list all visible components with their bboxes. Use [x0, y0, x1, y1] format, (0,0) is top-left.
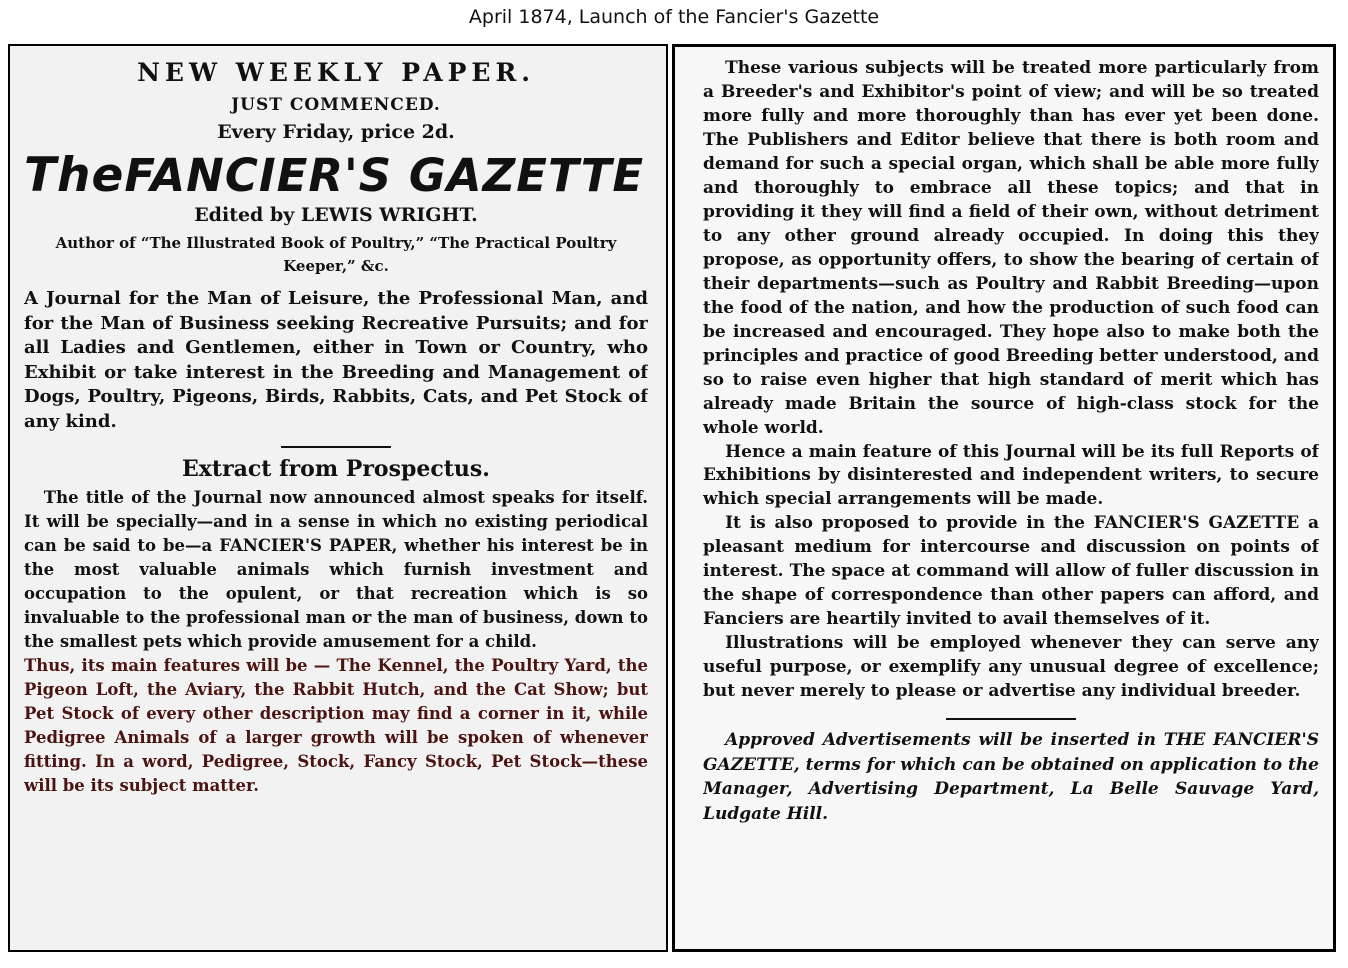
prospectus-paragraph-1: The title of the Journal now announced almost speaks for itself. It will be specially—and in a sense in which no existing periodical can be said to be—a FANCIER'S PAPER, whether his interest be in the most valuable animals which furnish investment and occupation to the opulent, or that recreation which is so invaluable to the professional man or the man of business, down to the smallest pets which provide amusement for a child.	[24, 488, 648, 652]
divider	[946, 718, 1076, 720]
subheadline: JUST COMMENCED.	[231, 95, 441, 115]
prospectus-paragraph-5: It is also proposed to provide in the FANCIER'S GAZETTE a pleasant medium for intercourse and discussion on points of interest. The space at command will allow of fuller discussion in the shape of correspondence than other papers can afford, and Fanciers are heartily invited to avail themselves of it.	[703, 513, 1319, 630]
headline: NEW WEEKLY PAPER.	[137, 58, 535, 87]
journal-blurb: A Journal for the Man of Leisure, the Professional Man, and for the Man of Business seeking Recreative Pursuits; and for all Ladies and Gentlemen, either in Town or Country, who Exhibit or take interest in the Breeding and Management of Dogs, Poultry, Pigeons, Birds, Rabbits, Cats, and Pet Stock of any kind.	[24, 288, 648, 432]
divider	[281, 446, 391, 448]
prospectus-paragraph-6: Illustrations will be employed whenever they can serve any useful purpose, or exemplify any unusual degree of excellence; but never merely to please or advertise any individual breeder.	[703, 633, 1319, 702]
schedule-price: Every Friday, price 2d.	[217, 121, 455, 143]
image-caption: April 1874, Launch of the Fancier's Gazette	[468, 6, 880, 28]
advertisement-notice: Approved Advertisements will be inserted in THE FANCIER'S GAZETTE, terms for which can be obtained on application to the Manager, Advertising Department, La Belle Sauvage Yard, Ludgate Hill.	[703, 730, 1319, 825]
right-column	[703, 53, 1319, 945]
right-clipping	[672, 44, 1336, 952]
author-line: Author of “The Illustrated Book of Poultry,” “The Practical Poultry Keeper,” &c.	[55, 234, 617, 275]
extract-title: Extract from Prospectus.	[182, 456, 490, 483]
prospectus-paragraph-4: Hence a main feature of this Journal will be its full Reports of Exhibitions by disinterested and independent writers, to secure which special arrangements will be made.	[703, 441, 1319, 510]
prospectus-paragraph-2: Thus, its main features will be — The Kennel, the Poultry Yard, the Pigeon Loft, the Aviary, the Rabbit Hutch, and the Cat Show; but Pet Stock of every other description may find a corner in it, while Pedigree Animals of a larger growth will be spoken of whenever fitting. In a word, Pedigree, Stock, Fancy Stock, Pet Stock—these will be its subject matter.	[24, 656, 648, 796]
prospectus-paragraph-3: These various subjects will be treated more particularly from a Breeder's and Exhibitor's point of view; and will be so treated more fully and more thoroughly than has ever yet been done. The Publishers and Editor believe that there is both room and demand for such a special organ, which shall be able more fully and thoroughly to embrace all these topics; and that in providing it they will find a field of their own, without detriment to any other ground already occupied. In doing this they propose, as opportunity offers, to show the bearing of certain of their departments—such as Poultry and Rabbit Breeding—upon the food of the nation, and how the production of such food can be increased and encouraged. They hope also to make both the principles and practice of good Breeding better understood, and so to raise even higher that high standard of merit which has already made Britain the source of high-class stock for the whole world.	[703, 58, 1319, 438]
editor-line: Edited by LEWIS WRIGHT.	[194, 204, 478, 227]
masthead	[24, 148, 648, 203]
left-clipping	[8, 44, 668, 952]
left-column	[24, 52, 648, 946]
masthead-name: FANCIER'S GAZETTE	[124, 149, 645, 202]
masthead-the: The	[24, 148, 125, 203]
